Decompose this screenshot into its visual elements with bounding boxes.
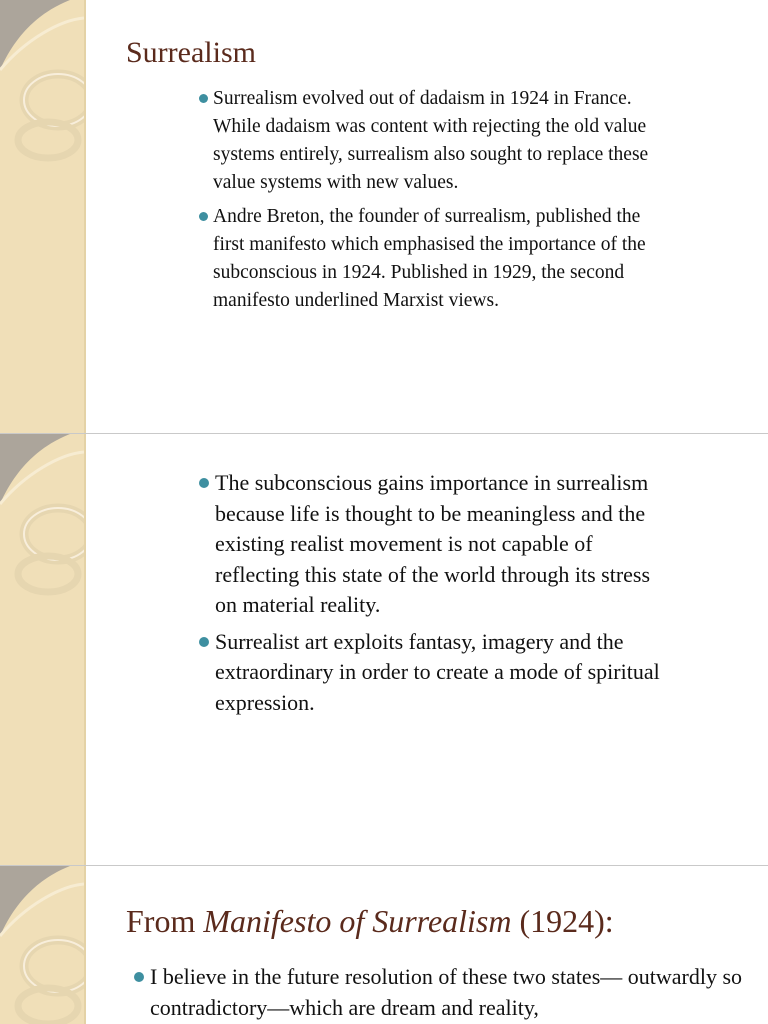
decorative-side-strip — [0, 866, 86, 1024]
title-italic: Manifesto of Surrealism — [203, 903, 512, 939]
bullet-list — [134, 962, 764, 1023]
bullet-text: Andre Breton, the founder of surrealism, published the first manifesto which emphasised the importance of the subconscious in 1924. Published in 1929, the second manifesto underlined Marxist views. — [213, 206, 646, 311]
bullet-item — [199, 627, 669, 719]
bullet-text: I believe in the future resolution of these two states— outwardly so contradictory—which are dream and reality, — [150, 964, 743, 1020]
swirl-ornament-icon — [0, 434, 84, 865]
bullet-list — [199, 468, 669, 724]
bullet-item — [199, 85, 669, 197]
bullet-dot-icon — [199, 212, 208, 221]
bullet-text: Surrealist art exploits fantasy, imagery and the extraordinary in order to create a mode of spiritual expression. — [215, 628, 660, 715]
bullet-item — [199, 203, 669, 315]
decorative-side-strip — [0, 0, 86, 433]
slide-1 — [0, 0, 768, 433]
bullet-text: Surrealism evolved out of dadaism in 1924 in France. While dadaism was content with rejecting the old value systems entirely, surrealism also sought to replace these value systems with new values. — [213, 88, 649, 193]
bullet-list — [199, 85, 669, 321]
swirl-ornament-icon — [0, 0, 84, 433]
slide-title — [126, 903, 614, 940]
slide-2 — [0, 434, 768, 865]
bullet-item — [199, 468, 669, 621]
bullet-dot-icon — [134, 972, 144, 982]
swirl-ornament-icon — [0, 866, 84, 1024]
bullet-item — [134, 962, 764, 1023]
title-suffix: (1924): — [511, 903, 614, 939]
bullet-dot-icon — [199, 478, 209, 488]
slide-title: Surrealism — [126, 36, 256, 69]
slide-3 — [0, 866, 768, 1024]
bullet-dot-icon — [199, 94, 208, 103]
title-prefix: From — [126, 903, 204, 939]
decorative-side-strip — [0, 434, 86, 865]
bullet-dot-icon — [199, 637, 209, 647]
bullet-text: The subconscious gains importance in surrealism because life is thought to be meaningless and the existing realist movement is not capable of reflecting this state of the world through its stress on material reality. — [215, 470, 651, 617]
